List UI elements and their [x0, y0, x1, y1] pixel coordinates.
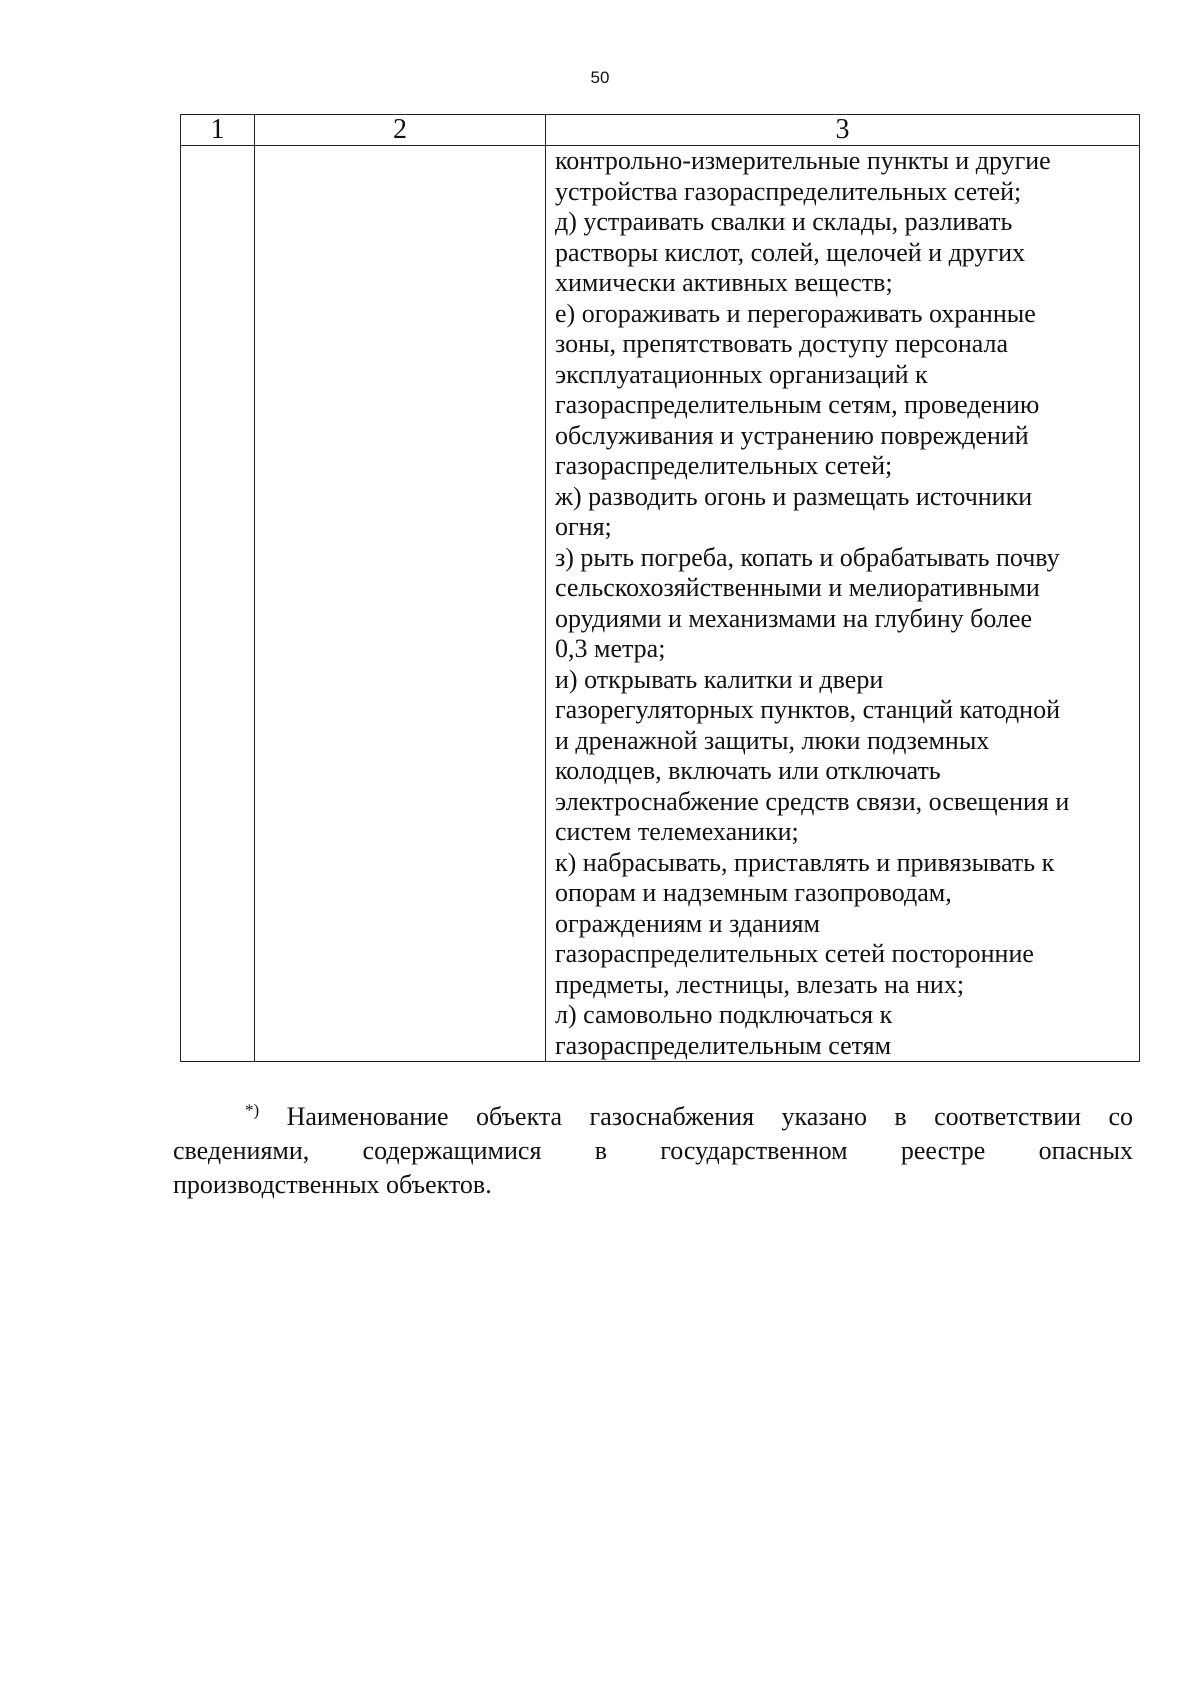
page-number: 50: [590, 68, 610, 87]
col3-line: электроснабжение средств связи, освещения и: [555, 786, 1070, 816]
col3-line: д) устраивать свалки и склады, разливать: [555, 207, 1013, 236]
col3-line: предметы, лестницы, влезать на них;: [555, 969, 965, 999]
col3-text: [546, 146, 1139, 1061]
col3-line: сельскохозяйственными и мелиоративными: [555, 573, 1040, 602]
col3-line: огня;: [555, 512, 612, 541]
col3-line: газораспределительным сетям: [555, 1030, 892, 1060]
footnote: [173, 1100, 1133, 1202]
col3-line: ж) разводить огонь и размещать источники: [555, 481, 1033, 511]
footnote-marker: *): [245, 1100, 260, 1120]
col3-line: газораспределительных сетей;: [555, 451, 893, 480]
col3-line: газорегуляторных пунктов, станций катодной: [555, 695, 1060, 724]
column-header-1: 1: [181, 115, 255, 146]
footnote-line: сведениями, содержащимися в государственном реестре опасных: [173, 1136, 1133, 1165]
col3-line: 0,3 метра;: [555, 634, 666, 663]
table-header-row: [181, 115, 1140, 146]
table-cell-col1: [181, 146, 255, 1062]
col3-line: химически активных веществ;: [555, 268, 893, 297]
col3-line: обслуживания и устранению повреждений: [555, 420, 1029, 450]
col3-line: контрольно-измерительные пункты и другие: [555, 146, 1051, 175]
col3-line: ограждениям и зданиям: [555, 908, 820, 938]
col3-line: зоны, препятствовать доступу персонала: [555, 329, 1009, 358]
table-cell-col2: [255, 146, 546, 1062]
col3-line: и дренажной защиты, люки подземных: [555, 725, 990, 755]
col3-line: и) открывать калитки и двери: [555, 664, 884, 694]
col3-line: газораспределительных сетей посторонние: [555, 939, 1034, 968]
col3-line: растворы кислот, солей, щелочей и других: [555, 237, 1026, 267]
col3-line: систем телемеханики;: [555, 817, 799, 846]
document-table: [180, 114, 1140, 1062]
column-header-2: 2: [255, 115, 546, 146]
column-header-3: 3: [546, 115, 1140, 146]
col3-line: газораспределительным сетям, проведению: [555, 390, 1040, 419]
col3-line: з) рыть погреба, копать и обрабатывать почву: [555, 542, 1060, 572]
footnote-text: Наименование объекта газоснабжения указано в соответствии со: [286, 1102, 1133, 1131]
col3-line: устройства газораспределительных сетей;: [555, 176, 1022, 206]
col3-line: колодцев, включать или отключать: [555, 756, 941, 785]
col3-line: л) самовольно подключаться к: [555, 1000, 893, 1029]
col3-line: к) набрасывать, приставлять и привязывать к: [555, 847, 1055, 877]
col3-line: эксплуатационных организаций к: [555, 359, 928, 389]
col3-line: опорам и надземным газопроводам,: [555, 878, 952, 907]
table-row: [181, 146, 1140, 1062]
col3-line: е) огораживать и перегораживать охранные: [555, 298, 1036, 328]
footnote-line: [173, 1100, 1133, 1134]
col3-line: орудиями и механизмами на глубину более: [555, 603, 1033, 633]
table-cell-col3: [546, 146, 1140, 1062]
footnote-line: производственных объектов.: [173, 1170, 492, 1199]
